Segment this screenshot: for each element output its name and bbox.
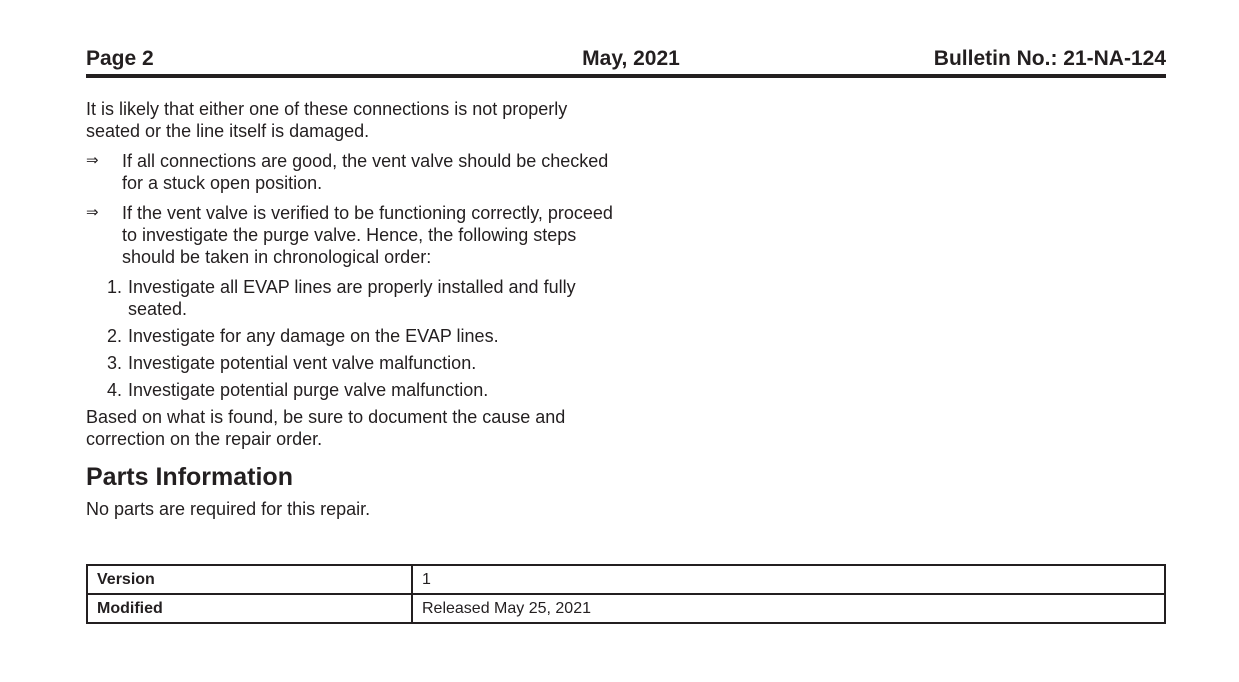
step-text: Investigate all EVAP lines are properly installed and fully seated. xyxy=(128,277,576,319)
body-column xyxy=(86,98,616,520)
steps-list xyxy=(86,276,616,401)
step-text: Investigate for any damage on the EVAP lines. xyxy=(128,326,499,346)
bulletin-date: May, 2021 xyxy=(582,47,680,70)
page-number: Page 2 xyxy=(86,47,154,70)
closing-paragraph: Based on what is found, be sure to document the cause and correction on the repair order. xyxy=(86,407,566,449)
list-item xyxy=(86,379,616,401)
arrow-item xyxy=(86,202,616,268)
bulletin-page xyxy=(86,44,1166,520)
table-row xyxy=(87,565,1165,594)
modified-label: Modified xyxy=(87,594,412,623)
list-item xyxy=(86,352,616,374)
list-item xyxy=(86,276,616,320)
step-number: 2. xyxy=(106,326,122,346)
right-double-arrow-icon: ⇒ xyxy=(86,152,99,169)
right-double-arrow-icon: ⇒ xyxy=(86,204,99,221)
page-header xyxy=(86,44,1166,74)
header-rule xyxy=(86,74,1166,78)
table-row xyxy=(87,594,1165,623)
arrow-item-text: If all connections are good, the vent valve should be checked for a stuck open position. xyxy=(122,151,609,193)
parts-heading: Parts Information xyxy=(86,463,293,491)
step-number: 1. xyxy=(106,277,122,297)
version-label: Version xyxy=(87,565,412,594)
modified-value: Released May 25, 2021 xyxy=(412,594,1165,623)
step-number: 3. xyxy=(106,353,122,373)
step-text: Investigate potential vent valve malfunction. xyxy=(128,353,477,373)
version-table xyxy=(86,564,1166,624)
step-text: Investigate potential purge valve malfunction. xyxy=(128,380,489,400)
arrow-item-text: If the vent valve is verified to be functioning correctly, proceed to investigate the purge valve. Hence, the following steps should be taken in chronological order: xyxy=(122,203,613,267)
bulletin-number: Bulletin No.: 21-NA-124 xyxy=(933,47,1166,70)
parts-text: No parts are required for this repair. xyxy=(86,499,371,519)
version-value: 1 xyxy=(412,565,1165,594)
arrow-item xyxy=(86,150,616,194)
list-item xyxy=(86,325,616,347)
intro-paragraph: It is likely that either one of these connections is not properly seated or the line itself is damaged. xyxy=(86,99,568,141)
step-number: 4. xyxy=(106,380,122,400)
